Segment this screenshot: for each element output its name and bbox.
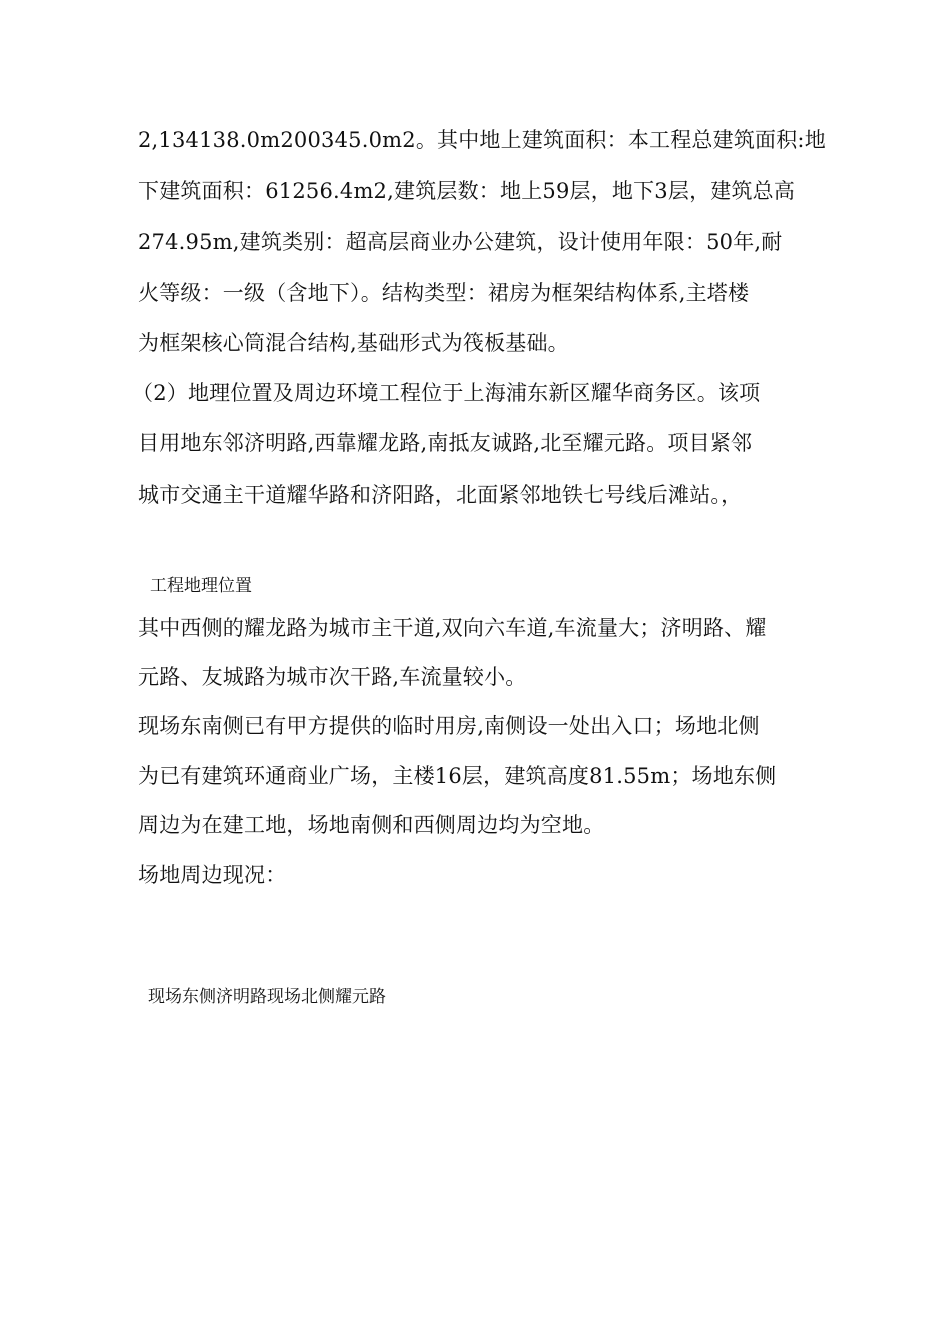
paragraph-1-line-4: 火等级：一级（含地下）。结构类型：裙房为框架结构体系,主塔楼 [138,281,750,305]
figure-caption-location: 工程地理位置 [150,576,252,596]
paragraph-1-line-5: 为框架核心筒混合结构,基础形式为筏板基础。 [138,331,569,355]
paragraph-4-line-2: 为已有建筑环通商业广场，主楼16层，建筑高度81.55m；场地东侧 [138,764,777,788]
paragraph-5-line-1: 场地周边现况： [138,863,287,887]
figure-caption-site: 现场东侧济明路现场北侧耀元路 [148,987,386,1007]
paragraph-2-line-2: 目用地东邻济明路,西靠耀龙路,南抵友诚路,北至耀元路。项目紧邻 [138,431,753,455]
paragraph-1-line-3: 274.95m,建筑类别：超高层商业办公建筑，设计使用年限：50年,耐 [138,230,783,254]
paragraph-4-line-3: 周边为在建工地，场地南侧和西侧周边均为空地。 [138,813,605,837]
paragraph-4-line-1: 现场东南侧已有甲方提供的临时用房,南侧设一处出入口；场地北侧 [138,714,760,738]
paragraph-1-line-2: 下建筑面积：61256.4m2,建筑层数：地上59层，地下3层，建筑总高 [138,179,796,203]
paragraph-3-line-1: 其中西侧的耀龙路为城市主干道,双向六车道,车流量大；济明路、耀 [138,616,767,640]
paragraph-1-line-1: 2,134138.0m200345.0m2。其中地上建筑面积：本工程总建筑面积:地 [138,128,826,152]
paragraph-2-line-1: （2）地理位置及周边环境工程位于上海浦东新区耀华商务区。该项 [132,381,761,405]
paragraph-2-line-3: 城市交通主干道耀华路和济阳路，北面紧邻地铁七号线后滩站。， [138,483,743,507]
paragraph-3-line-2: 元路、友城路为城市次干路,车流量较小。 [138,665,527,689]
